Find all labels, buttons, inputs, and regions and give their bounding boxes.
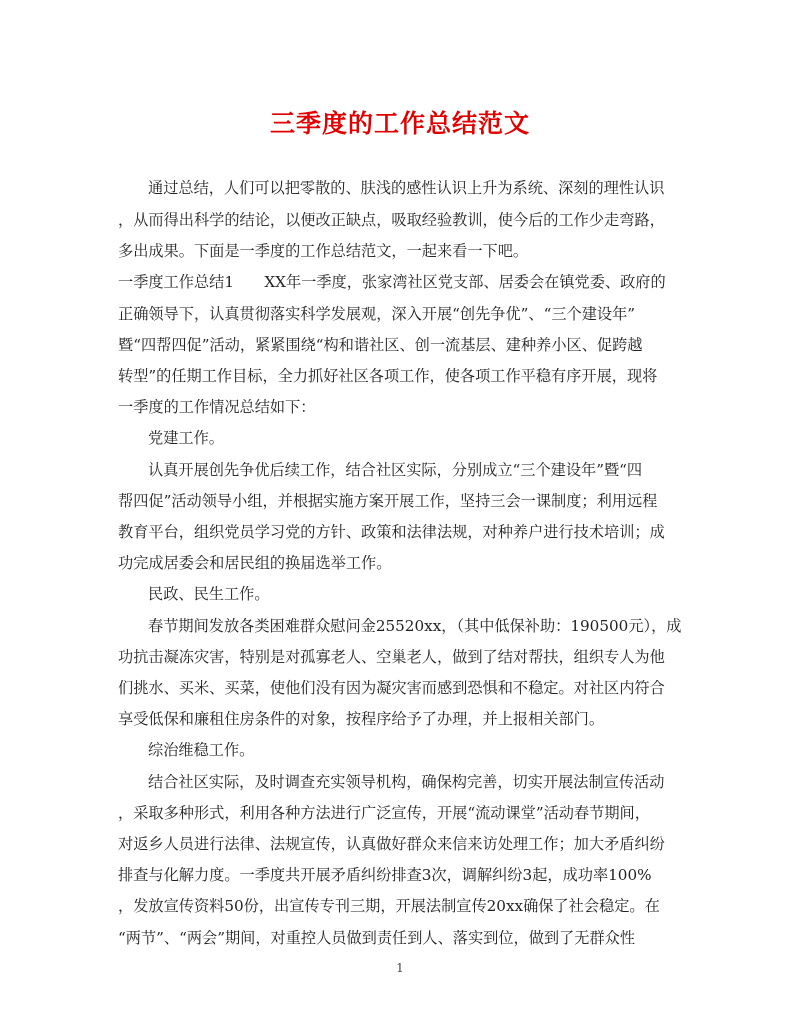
section-heading: 民政、民生工作。	[148, 585, 270, 603]
text-line: 暨“四帮四促”活动，紧紧围绕“构和谐社区、创一流基层、建种养小区、促跨越	[118, 336, 643, 354]
page-number: 1	[396, 961, 404, 975]
text-line: ，采取多种形式，利用各种方法进行广泛宣传，开展“流动课堂”活动春节期间，	[118, 804, 650, 822]
text-line: 功完成居委会和居民组的换届选举工作。	[118, 554, 392, 572]
text-line: ，从而得出科学的结论，以便改正缺点，吸取经验教训，使今后的工作少走弯路，	[118, 211, 665, 229]
section-heading: 党建工作。	[148, 429, 224, 447]
text-line: 排查与化解力度。一季度共开展矛盾纠纷排查3次，调解纠纷3起，成功率100%	[118, 866, 652, 884]
text-line: 对返乡人员进行法律、法规宣传，认真做好群众来信来访处理工作；加大矛盾纠纷	[118, 835, 665, 853]
text-line: 教育平台，组织党员学习党的方针、政策和法律法规，对种养户进行技术培训；成	[118, 523, 665, 541]
text-line: 转型”的任期工作目标，全力抓好社区各项工作，使各项工作平稳有序开展，现将	[118, 367, 658, 385]
text-line: 多出成果。下面是一季度的工作总结范文，一起来看一下吧。	[118, 242, 529, 260]
text-line: 春节期间发放各类困难群众慰问金25520xx，（其中低保补助：190500元），成	[148, 617, 682, 635]
text-line: 们挑水、买米、买菜，使他们没有因为凝灾害而感到恐惧和不稳定。对社区内符合	[118, 679, 665, 697]
text-line: 结合社区实际，及时调查充实领导机构，确保构完善，切实开展法制宣传活动	[148, 773, 665, 791]
section-heading: 综治维稳工作。	[148, 741, 255, 759]
text-line: 一季度工作总结1 XX年一季度，张家湾社区党支部、居委会在镇党委、政府的	[118, 273, 666, 291]
document-title: 三季度的工作总结范文	[269, 109, 530, 138]
text-line: 通过总结，人们可以把零散的、肤浅的感性认识上升为系统、深刻的理性认识	[148, 179, 665, 197]
text-line: “两节”、“两会”期间，对重控人员做到责任到人、落实到位，做到了无群众性	[118, 929, 636, 947]
text-line: 帮四促”活动领导小组，并根据实施方案开展工作，坚持三会一课制度；利用远程	[118, 492, 658, 510]
text-line: 功抗击凝冻灾害，特别是对孤寡老人、空巢老人，做到了结对帮扶，组织专人为他	[118, 648, 665, 666]
text-line: ，发放宣传资料50份，出宣传专刊三期，开展法制宣传20xx确保了社会稳定。在	[118, 897, 660, 915]
text-line: 认真开展创先争优后续工作，结合社区实际，分别成立“三个建设年”暨“四	[148, 461, 643, 479]
text-line: 正确领导下，认真贯彻落实科学发展观，深入开展“创先争优”、“三个建设年”	[118, 305, 636, 323]
text-line: 享受低保和廉租住房条件的对象，按程序给予了办理，并上报相关部门。	[118, 710, 604, 728]
text-line: 一季度的工作情况总结如下：	[118, 398, 316, 416]
